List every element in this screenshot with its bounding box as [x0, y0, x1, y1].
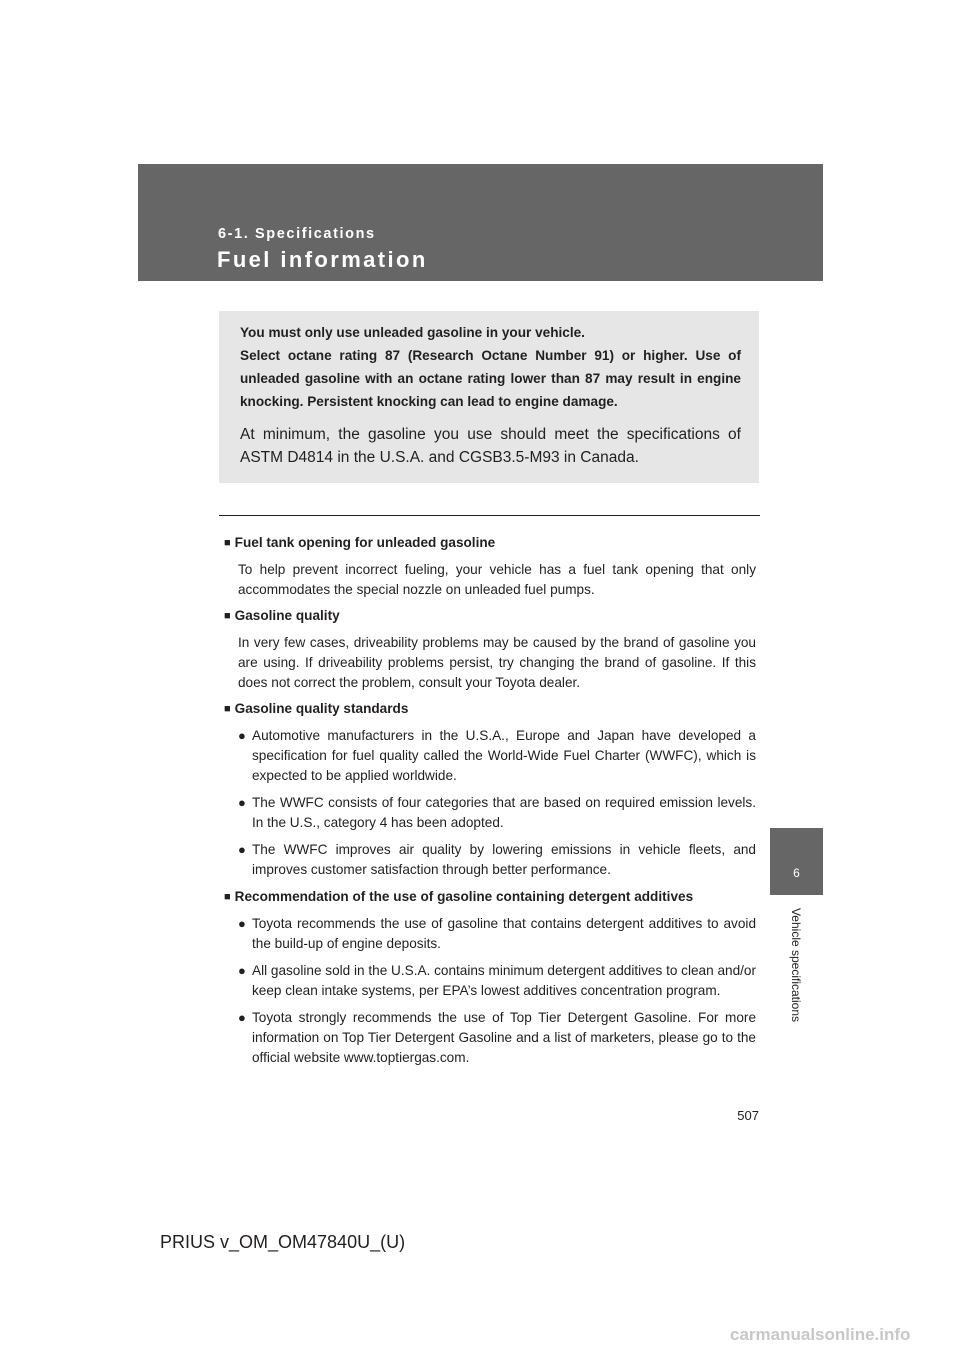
list-item-text: All gasoline sold in the U.S.A. contains minimum detergent additives to clean and/or keep clean intake systems, per EPA’s lowest additives concentration program. [252, 963, 756, 998]
fuel-warning-line: Select octane rating 87 (Research Octane Number 91) or higher. Use of unleaded gasoline with an octane rating lower than 87 may result in engine knocking. Persistent knocking can lead to engine damage. [240, 348, 741, 409]
list-item [238, 840, 756, 880]
circle-bullet-icon: ● [238, 963, 246, 978]
list-item-text: The WWFC improves air quality by lowering emissions in vehicle fleets, and improves customer satisfaction through better performance. [252, 842, 756, 877]
section-paragraph: To help prevent incorrect fueling, your vehicle has a fuel tank opening that only accommodates the special nozzle on unleaded fuel pumps. [238, 562, 756, 597]
list-item [238, 961, 756, 1001]
list-item-text: The WWFC consists of four categories that are based on required emission levels. In the U.S., category 4 has been adopted. [252, 795, 756, 830]
document-code: PRIUS v_OM_OM47840U_(U) [160, 1232, 406, 1252]
list-item-text: Toyota strongly recommends the use of Top Tier Detergent Gasoline. For more information on Top Tier Detergent Gasoline and a list of marketers, please go to the official website www.toptiergas.com. [252, 1010, 756, 1065]
section-heading-text: Fuel tank opening for unleaded gasoline [234, 535, 496, 550]
list-item-text: Toyota recommends the use of gasoline that contains detergent additives to avoid the build-up of engine deposits. [252, 916, 756, 951]
fuel-warning-text [240, 321, 741, 413]
circle-bullet-icon: ● [238, 916, 246, 931]
page-number: 507 [737, 1108, 759, 1123]
fuel-warning-line: You must only use unleaded gasoline in your vehicle. [240, 325, 585, 340]
circle-bullet-icon: ● [238, 795, 246, 810]
list-item [238, 914, 756, 954]
section-heading [224, 606, 756, 626]
section-heading [224, 887, 756, 907]
fuel-requirement-box [219, 311, 759, 483]
square-bullet-icon: ■ [224, 537, 231, 549]
circle-bullet-icon: ● [238, 1010, 246, 1025]
list-item [238, 1008, 756, 1068]
section-heading-text: Gasoline quality [234, 608, 340, 623]
main-content [224, 533, 756, 1075]
section-heading-text: Gasoline quality standards [234, 701, 409, 716]
chapter-number: 6 [793, 866, 800, 880]
chapter-label-container [770, 895, 823, 1035]
fuel-specification-text: At minimum, the gasoline you use should meet the specifications of ASTM D4814 in the U.S.A. and CGSB3.5-M93 in Canada. [240, 426, 741, 466]
circle-bullet-icon: ● [238, 842, 246, 857]
section-header-bar [138, 164, 823, 281]
square-bullet-icon: ■ [224, 891, 231, 903]
list-item [238, 793, 756, 833]
section-divider [219, 515, 760, 516]
section-label: 6-1. Specifications [218, 226, 376, 242]
circle-bullet-icon: ● [238, 728, 246, 743]
section-heading [224, 533, 756, 553]
section-heading-text: Recommendation of the use of gasoline containing detergent additives [234, 889, 694, 904]
square-bullet-icon: ■ [224, 610, 231, 622]
watermark: carmanualsonline.info [730, 1325, 911, 1344]
list-item [238, 726, 756, 786]
page-title: Fuel information [217, 247, 428, 272]
list-item-text: Automotive manufacturers in the U.S.A., Europe and Japan have developed a specification for fuel quality called the World-Wide Fuel Charter (WWFC), which is expected to be applied worldwide. [252, 728, 756, 783]
section-paragraph: In very few cases, driveability problems may be caused by the brand of gasoline you are using. If driveability problems persist, try changing the brand of gasoline. If this does not correct the problem, consult your Toyota dealer. [238, 635, 756, 690]
square-bullet-icon: ■ [224, 703, 231, 715]
chapter-label: Vehicle specifications [789, 907, 803, 1023]
section-heading [224, 699, 756, 719]
chapter-tab [770, 828, 823, 895]
